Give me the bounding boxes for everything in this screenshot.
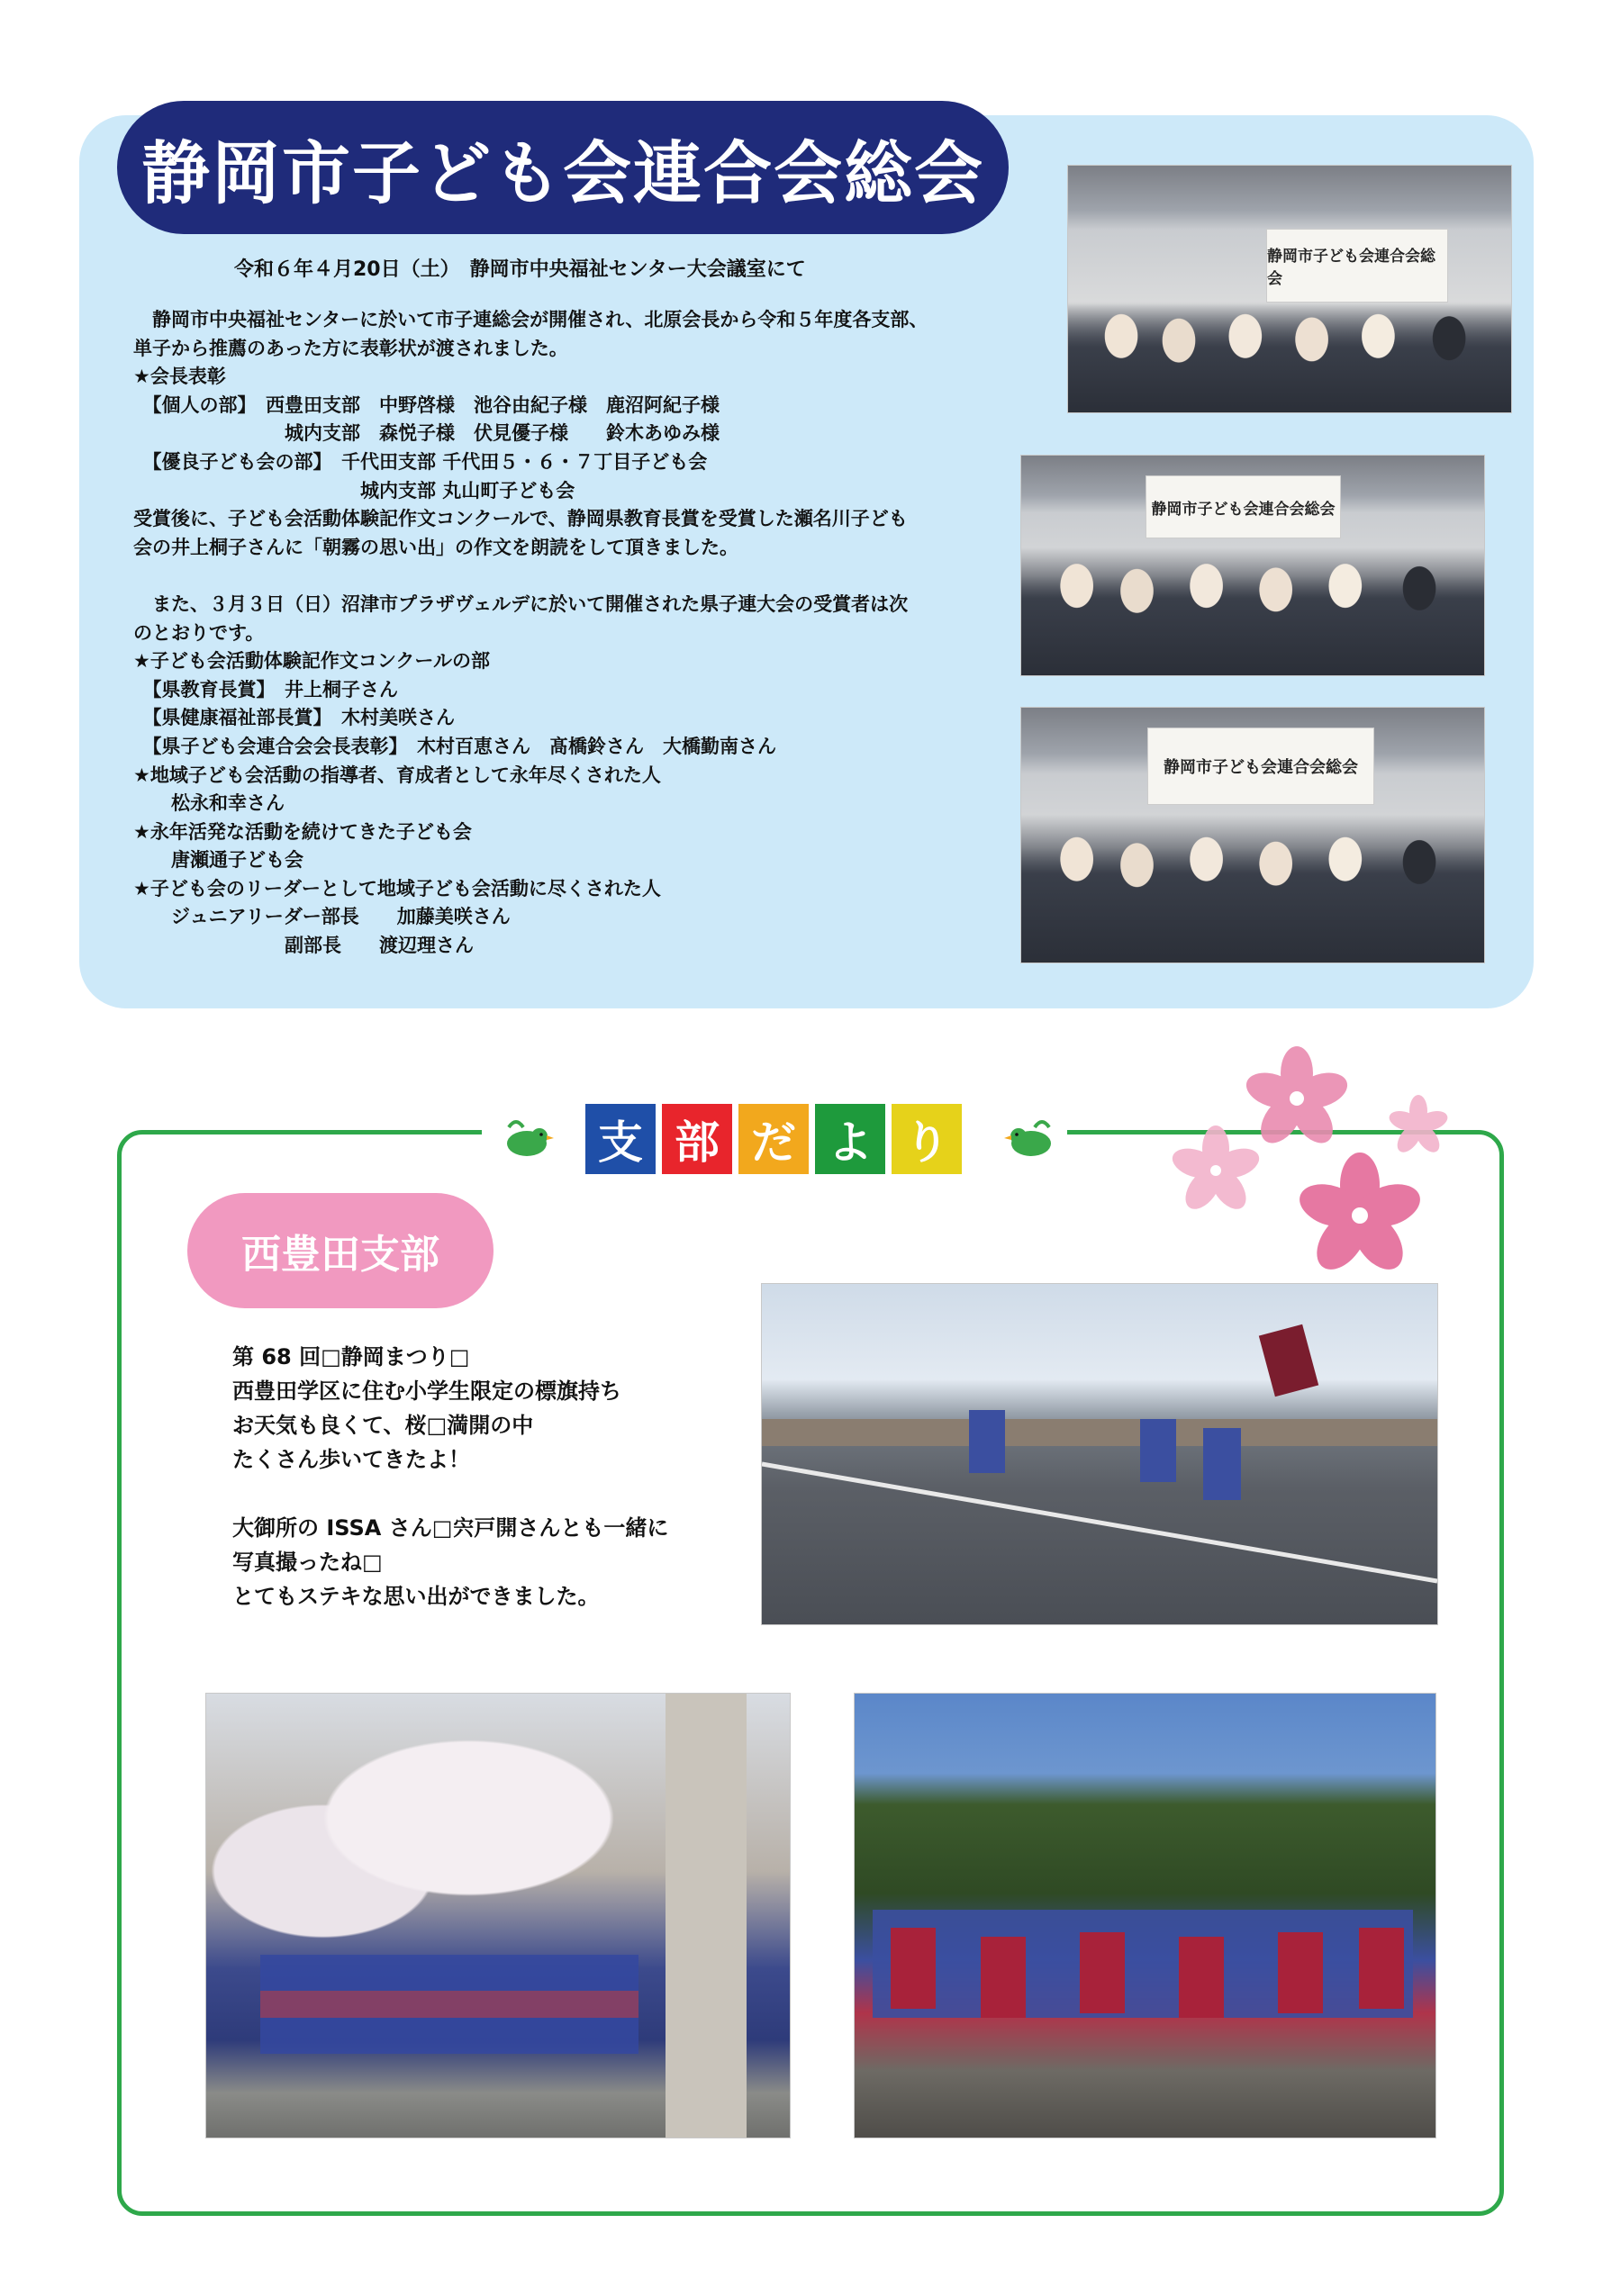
photo-people: [1068, 303, 1511, 412]
header-tile: [815, 1104, 885, 1174]
body-line: 松永和幸さん: [133, 792, 285, 815]
festival-sakura-group-photo: [205, 1693, 791, 2138]
body-line: ★子ども会のリーダーとして地域子ども会活動に尽くされた人: [133, 877, 661, 899]
body-line: 静岡市中央福祉センターに於いて市子連総会が開催され、北原会長から令和５年度各支部、: [133, 309, 928, 330]
bird-left-icon: [500, 1115, 554, 1163]
body-line: 【県教育長賞】 井上桐子さん: [133, 678, 398, 701]
header-tile-char: よ: [828, 1116, 873, 1169]
street-scene-icon: [762, 1284, 1437, 1624]
branch-news-text: [232, 1340, 737, 1614]
body-line: 会の井上桐子さんに「朝霧の思い出」の作文を朗読をして頂きました。: [133, 536, 738, 558]
body-line: ジュニアリーダー部長 加藤美咲さん: [133, 906, 511, 928]
photo-banner: [1266, 229, 1448, 303]
header-tile: [585, 1104, 656, 1174]
news-line: 写真撮ったね□: [232, 1550, 383, 1575]
header-tile: [892, 1104, 962, 1174]
news-line: 第 68 回□静岡まつり□: [232, 1344, 470, 1369]
sakura-decoration-icon: [1162, 1035, 1459, 1306]
body-line: 単子から推薦のあった方に表彰状が渡されました。: [133, 337, 568, 359]
news-line: お天気も良くて、桜□満開の中: [232, 1413, 534, 1438]
photo-banner-text: 静岡市子ども会連合会総会: [1151, 500, 1336, 519]
bird-right-icon: [1004, 1115, 1058, 1163]
event-date-line: 令和６年４月20日（土） 静岡市中央福祉センター大会議室にて: [234, 258, 806, 281]
body-line: 【県子ども会連合会会長表彰】 木村百恵さん 髙橋鈴さん 大橋勤南さん: [133, 735, 776, 757]
body-line: 城内支部 丸山町子ども会: [133, 479, 575, 502]
news-line: とてもステキな思い出ができました。: [232, 1584, 600, 1609]
meeting-body-text: [133, 306, 1034, 961]
meeting-photo-award-group-2: [1020, 707, 1485, 963]
body-line: 【県健康福祉部長賞】 木村美咲さん: [133, 707, 455, 729]
banner-group-scene-icon: [855, 1694, 1435, 2138]
body-line: 副部長 渡辺理さん: [133, 935, 474, 957]
meeting-title: 静岡市子ども会連合会総会: [141, 132, 984, 213]
body-line: ★永年活発な活動を続けてきた子ども会: [133, 820, 472, 843]
body-line: 唐瀬通子ども会: [133, 849, 303, 872]
body-line: 【優良子ども会の部】 千代田支部 千代田５・６・７丁目子ども会: [133, 450, 708, 473]
photo-people: [1021, 547, 1484, 675]
branch-name-badge: [187, 1193, 494, 1308]
festival-banner-group-photo: [854, 1693, 1436, 2138]
header-tile-char: り: [904, 1116, 949, 1169]
header-tile-char: 部: [675, 1116, 720, 1169]
body-line: 城内支部 森悦子様 伏見優子様 鈴木あゆみ様: [133, 422, 720, 445]
body-line: また、３月３日（日）沼津市プラザヴェルデに於いて開催された県子連大会の受賞者は次: [133, 592, 909, 615]
body-line: [133, 562, 1034, 591]
body-line: ★会長表彰: [133, 366, 226, 388]
photo-banner: [1147, 728, 1374, 805]
header-tile: [662, 1104, 732, 1174]
sakura-scene-icon: [206, 1694, 790, 2138]
photo-banner-text: 静岡市子ども会連合会総会: [1267, 248, 1435, 288]
news-line: たくさん歩いてきたよ！: [232, 1447, 470, 1472]
meeting-title-badge: [117, 101, 1009, 234]
festival-street-photo: [761, 1283, 1438, 1625]
news-line: 大御所の ISSA さん□宍戸開さんとも一緒に: [232, 1515, 669, 1541]
news-line: [232, 1477, 737, 1511]
meeting-photo-award-group-1: [1020, 455, 1485, 676]
photo-banner-text: 静岡市子ども会連合会総会: [1164, 758, 1358, 777]
photo-people: [1021, 815, 1484, 963]
body-line: 受賞後に、子ども会活動体験記作文コンクールで、静岡県教育長賞を受賞した瀬名川子ども: [133, 508, 908, 530]
header-tile-char: 支: [598, 1116, 643, 1169]
body-line: ★子ども会活動体験記作文コンクールの部: [133, 650, 490, 673]
body-line: のとおりです。: [133, 621, 265, 644]
body-line: 【個人の部】 西豊田支部 中野啓様 池谷由紀子様 鹿沼阿紀子様: [133, 393, 720, 416]
header-tile: [738, 1104, 809, 1174]
meeting-photo-speech: [1067, 165, 1512, 413]
news-line: 西豊田学区に住む小学生限定の標旗持ち: [232, 1379, 621, 1404]
body-line: ★地域子ども会活動の指導者、育成者として永年尽くされた人: [133, 764, 661, 786]
branch-name: 西豊田支部: [241, 1232, 439, 1278]
header-tile-char: だ: [751, 1116, 796, 1169]
photo-banner: [1146, 475, 1341, 538]
